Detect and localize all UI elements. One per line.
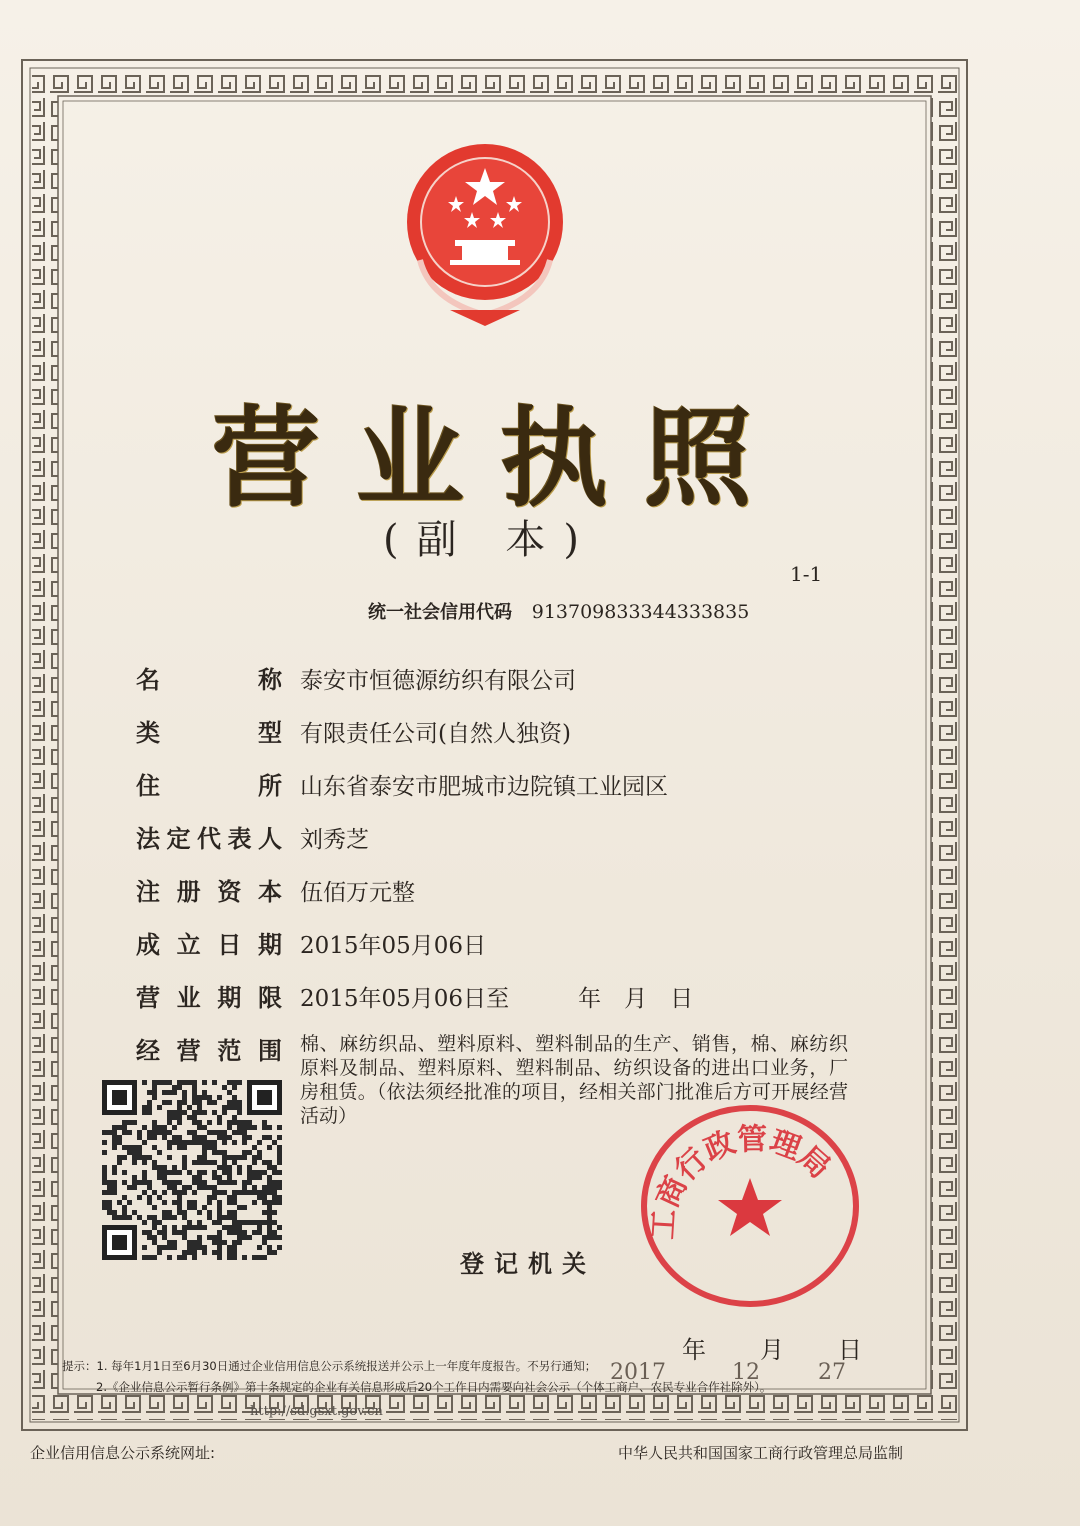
field-value-term: 2015年05月06日至 年 月 日 [300, 986, 694, 1012]
date-day-label: 日 [838, 1336, 862, 1364]
date-day-value: 27 [818, 1360, 846, 1385]
field-value-name: 泰安市恒德源纺织有限公司 [300, 668, 576, 694]
notice-line-1: 提示：1. 每年1月1日至6月30日通过企业信用信息公示系统报送并公示上一年度年度报告。不另行通知； [62, 1359, 597, 1373]
credit-code-value: 913709833344333835 [531, 601, 750, 623]
field-label-capital: 注 册 资 本 [136, 878, 282, 906]
qr-code [102, 1080, 282, 1260]
document-subtitle: (副 本) [383, 517, 597, 563]
field-label-scope: 经 营 范 围 [136, 1037, 282, 1065]
credit-code-row [368, 598, 749, 624]
field-label-type: 类 型 [136, 719, 282, 747]
date-month-value: 12 [732, 1360, 760, 1385]
field-value-address: 山东省泰安市肥城市边院镇工业园区 [300, 774, 668, 800]
field-value-established: 2015年05月06日 [300, 933, 487, 959]
date-year-label: 年 [682, 1336, 706, 1364]
field-value-type: 有限责任公司(自然人独资) [300, 721, 571, 747]
seal-star-icon [718, 1178, 782, 1236]
notice-text [62, 1356, 942, 1398]
document-title: 营业执照 [211, 396, 788, 522]
notice-line-2: 2.《企业信息公示暂行条例》第十条规定的企业有关信息形成后20个工作日内需要向社会公示（个体工商户、农民专业合作社除外）。 [96, 1380, 772, 1394]
national-emblem-icon [400, 140, 570, 330]
official-seal [634, 1100, 866, 1312]
registration-authority-label: 登记机关 [460, 1250, 596, 1278]
date-year-value: 2017 [610, 1360, 666, 1385]
field-value-legal-rep: 刘秀芝 [300, 827, 369, 853]
date-month-label: 月 [760, 1336, 784, 1364]
field-label-established: 成 立 日 期 [136, 931, 282, 959]
field-value-capital: 伍佰万元整 [300, 880, 415, 906]
field-label-address: 住 所 [136, 772, 282, 800]
footer-website-label: 企业信用信息公示系统网址: [30, 1444, 216, 1462]
seal-text: 工商行政管理局 [645, 1122, 837, 1241]
footer-supervisor: 中华人民共和国国家工商行政管理总局监制 [618, 1444, 904, 1462]
credit-code-label: 统一社会信用代码 [368, 602, 512, 623]
url-print: http://sd.gsxt.gov.cn [250, 1404, 383, 1419]
copy-number: 1-1 [790, 562, 823, 586]
field-label-legal-rep: 法 定 代 表 人 [136, 825, 282, 853]
field-label-name: 名 称 [136, 666, 282, 694]
field-label-term: 营 业 期 限 [136, 984, 282, 1012]
field-value-scope: 棉、麻纺织品、塑料原料、塑料制品的生产、销售，棉、麻纺织原料及制品、塑料原料、塑料制品、纺织设备的进出口业务，厂房租赁。（依法须经批准的项目，经相关部门批准后方可开展经营活动） [300, 1033, 848, 1127]
